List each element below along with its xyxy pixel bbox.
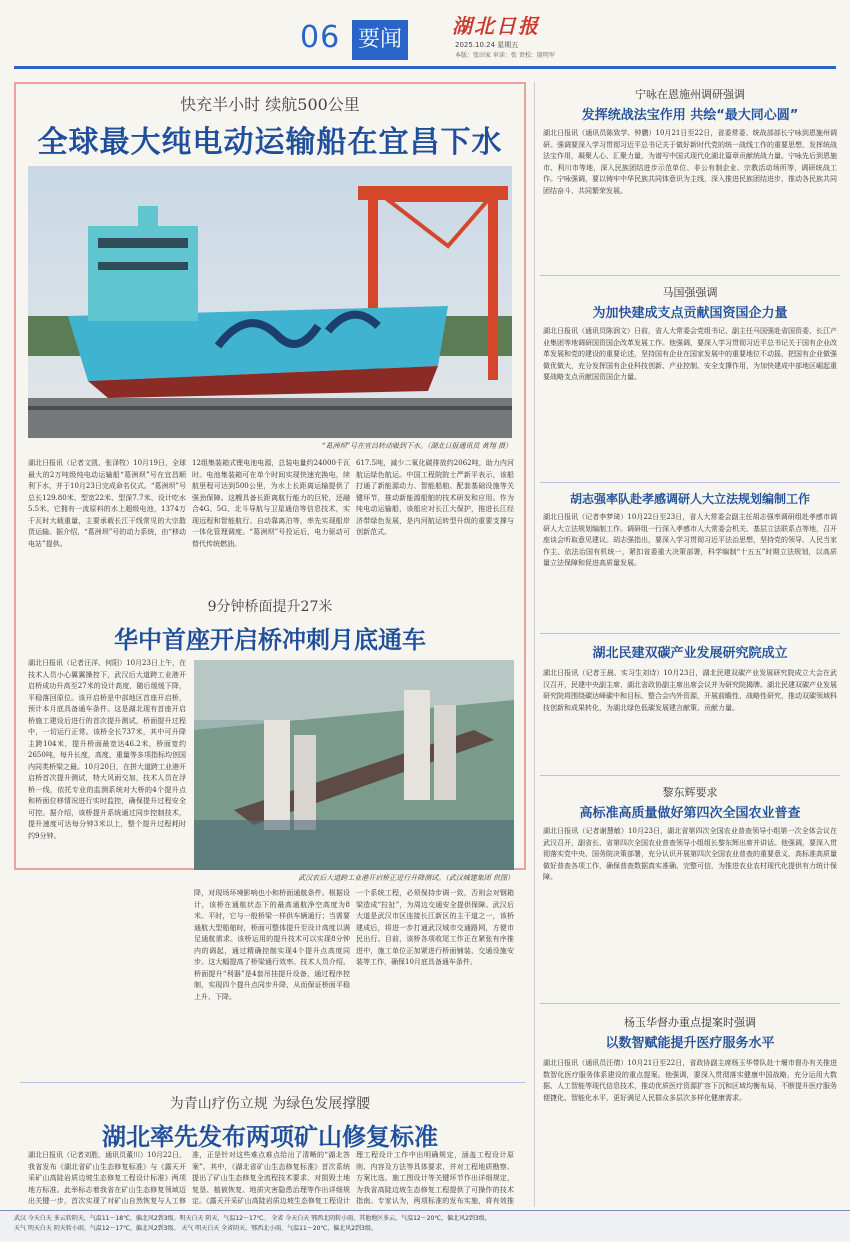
newspaper-logo: 湖北日报	[452, 14, 540, 38]
weather-footer	[0, 1210, 850, 1240]
bridge-photo-caption: 武汉农后大道跨工业港开启桥正进行升降测试。（武汉城建集团 供图）	[298, 874, 514, 882]
story6-kicker: 杨玉华督办重点提案时强调	[624, 1016, 756, 1029]
top-story-kicker: 快充半小时 续航500公里	[180, 95, 360, 114]
story4-headline: 湖北民建双碳产业发展研究院成立	[592, 646, 788, 661]
story5-body: 湖北日报讯（记者谢慧敏）10月23日，湖北省第四次全国农业普查领导小组第一次全体会议在武汉召开，副省长、省第四次全国农业普查领导小组组长黎东辉出席并讲话。他强调，要深入贯彻落实党中央、国务院决策部署，充分认识开展第四次全国农业普查的重要意义，高标准高质量做好普查各项工作，确保普查数据真实准确、完整可信，为推进农业农村现代化提供有力统计保障。	[543, 827, 837, 881]
story1-body: 湖北日报讯（通讯员陈致学、钟鹏）10月21日至22日，省委常委、统战部部长宁咏到恩施州调研。强调要深入学习贯彻习近平总书记关于做好新时代党的统一战线工作的重要思想，发挥统战法宝作用，凝聚人心、汇聚力量，为谱写中国式现代化湖北篇章贡献统战力量。宁咏先后到恩施市、利川市等地，深入民族团结进步示范单位、非公有制企业、宗教活动场所等，调研统战工作。宁咏强调，要以铸牢中华民族共同体意识为主线，深入推进民族团结进步，推动各民族共同团结奋斗、共同繁荣发展。	[543, 129, 837, 195]
column-divider	[534, 82, 535, 1207]
page-number: 06	[300, 20, 341, 55]
bridge-story-kicker: 9分钟桥面提升27米	[207, 599, 333, 615]
story5-kicker: 黎东辉要求	[662, 786, 718, 799]
bridge-story-body-right: 一个系统工程，必须保持步调一致，否则会对钢箱梁造成“拉扯”，为周边交通安全提供保障。武汉后大道是武汉市区连接长江新区的主干道之一，该桥建成后，将进一步打通武汉城市交通路网，方便市民出行。目前，该桥各项收尾工作正在紧张有序推进中，施工单位正加紧进行桥面铺装、交通设施安装等工作，确保10月底具备通车条件。	[356, 889, 514, 966]
story2-kicker: 马国强强调	[662, 286, 718, 299]
divider	[540, 1003, 840, 1004]
story4-body: 湖北日报讯（记者王晨、实习生刘诗）10月23日，湖北民建双碳产业发展研究院成立大会在武汉召开，民建中央副主席、湖北省政协副主席出席会议并为研究院揭牌。湖北民建双碳产业发展研究院将围绕碳达峰碳中和目标，整合会内外资源，开展前瞻性、战略性研究，推动双碳领域科技创新和成果转化，为湖北绿色低碳发展建言献策、贡献力量。	[543, 669, 837, 712]
masthead	[0, 0, 850, 62]
story1-headline: 发挥统战法宝作用 共绘“最大同心圆”	[581, 108, 799, 123]
bridge-photo	[194, 660, 514, 870]
top-story-headline: 全球最大纯电动运输船在宜昌下水	[37, 125, 503, 160]
divider	[540, 275, 840, 276]
weather-line-1: 武汉 今天白天 多云转阴天，气温11～18℃，偏北风2到3级。明天白天 阴天，气温12～17℃。 全省 今天白天 鄂西北阴转小雨，其他地区多云，气温12～20℃，偏北风2到3级。	[14, 1215, 491, 1222]
divider	[540, 482, 840, 483]
mine-story-body-col3: 理工程设计工作中出明确规定，涵盖工程设计原则、内容及方法等具体要求，并对工程地质勘察、方案比选、施工图设计等关键环节作出详细规定，为我省高陡边坡生态修复工程提供了可操作的技术指南。专家认为，两项标准的发布实施，将有效推	[356, 1151, 514, 1205]
mine-story-body-col2: 准，正是针对这些难点难点给出了清晰的“湖北答案”。其中，《湖北省矿山生态修复标准》首次系统提出了矿山生态修复全流程技术要求，对损毁土地复垦、植被恢复、地质灾害隐患治理等作出详细规定。《露天开采矿山高陡岩质边坡生态修复工程设计	[192, 1151, 350, 1205]
ship-photo	[28, 166, 512, 438]
bridge-story-headline: 华中首座开启桥冲刺月底通车	[114, 626, 426, 654]
story2-body: 湖北日报讯（通讯员陈润文）日前，省人大常委会党组书记、副主任马国强赴省国资委、长江产业集团等地调研国资国企改革发展工作。他强调，要深入学习贯彻习近平总书记关于国有企业改革发展和党的建设的重要论述，坚持国有企业在国家发展中的重要地位不动摇，把国有企业做强做优做大，充分发挥国有企业科技创新、产业控制、安全支撑作用，为加快建成中部地区崛起重要战略支点贡献国资国企力量。	[543, 327, 837, 381]
divider	[540, 775, 840, 776]
ship-photo-caption: “葛洲坝”号在宜昌转动吸到下水。（湖北日报通讯员 黄翔 摄）	[321, 442, 512, 450]
story2-headline: 为加快建成支点贡献国资国企力量	[592, 306, 788, 321]
story6-headline: 以数智赋能提升医疗服务水平	[605, 1036, 775, 1051]
mine-story-body-col1: 湖北日报讯（记者刘胜、通讯员董川）10月22日，我省发布《湖北省矿山生态修复标准》与《露天开采矿山高陡岩质边坡生态修复工程设计标准》两项地方标准。此举标志着我省在矿山生态修复领域迈出关键一步，首次实现了对矿山自然恢复与人工修	[28, 1151, 186, 1205]
section-name: 要闻	[352, 20, 408, 60]
top-story-body-col2: 12组集装箱式锂电池电源，总装电量约24000千瓦时。电池集装箱可在单个时间实现快速充换电，续航里程可达到500公里，为水上长距离运输提供了强劲保障。这艘具备长距离航行能力的巨轮，还融合4G、5G、北斗导航与卫星通信等信息技术，实现远程和智能航行、自动靠离泊等，率先实现船岸一体化管理调度。“葛洲坝”号投运后，电力驱动可替代传统燃油。	[192, 459, 350, 548]
top-story-body-col1: 湖北日报讯（记者文凯、张泽牧）10月19日，全球最大的2万吨级纯电动运输船“葛洲坝”号在宜昌顺利下水，并于10月23日完成命名仪式。“葛洲坝”号总长129.80米、型宽22米、型深7.7米、设计吃水5.5米。它拥有一流原料的水上超级电池，1374万千瓦时大载重量，主要承载长江干线常见的大宗散货运输。据介绍，“葛洲坝”号的动力系统，由“移动电站”提供。	[28, 459, 186, 548]
story6-body: 湖北日报讯（通讯员汪倩）10月21日至22日，省政协副主席杨玉华带队赴十堰市督办有关推进数智化医疗服务体系建设的重点提案。他强调，要深入贯彻落实健康中国战略，充分运用大数据、人工智能等现代信息技术，推动优质医疗资源扩容下沉和区域均衡布局，不断提升医疗服务便捷化、智能化水平，更好满足人民群众多层次多样化健康需求。	[543, 1059, 837, 1102]
divider	[540, 633, 840, 634]
masthead-rule	[14, 66, 836, 69]
story5-headline: 高标准高质量做好第四次全国农业普查	[579, 806, 801, 821]
editorial-staff: 本版：张田家 审读：张 责校：殷明军	[455, 52, 555, 59]
story1-kicker: 宁咏在恩施州调研强调	[635, 88, 745, 101]
divider	[20, 1082, 526, 1083]
bridge-story-body-left: 湖北日报讯（记者汪洋、何阳）10月23日上午，在技术人员小心翼翼操控下，武汉后大道跨工业港开启桥成功升高至27米的设计高度，随后缓缓下降，平稳落回原位。该开启桥是中部地区首座开启桥，预计本月底具备通车条件。这是湖北现有首座开启桥施工建设后进行的首次提升测试，桥面提升过程中，一切运行正常。该桥全长737米，其中可升降主跨104米，提升桥面最宽达46.2米，桥面宽约2650吨，每升长度，高度，重量等多项指标均创国内同类桥梁之最。10月20日，在拼大道跨工业港开启桥首次提升测试，特大风雨交加，技术人员在浮桥一线，依托专业的监测系统对大桥的4个提升点和桥面位移情况进行实时监控，确保提升过程安全可控。据介绍，该桥提升系统通过同步控制技术，提升速度可达每分钟3米以上，整个提升过程耗时约9分钟。	[28, 659, 186, 840]
mine-story-headline: 湖北率先发布两项矿山修复标准	[102, 1123, 438, 1151]
weather-line-2: 天气 明天白天 阴天转小雨，气温12～17℃，偏北风2到3级。 天气 明天白天 全省阴天，鄂西北小雨，气温11～20℃，偏北风2到3级。	[14, 1225, 377, 1232]
top-story-body-col3: 617.5吨，减少二氧化碳排放约2062吨，助力内河航运绿色航运。中国工程院院士严新平表示，该船打通了新能源动力、智能船舶、配套基础设施等关键环节，推动新能源船舶的技术研发和应用。作为纯电动运输船，该船应对长江大保护，推进长江经济带绿色发展，是内河航运转型升级的重要支撑与创新范式。	[356, 459, 514, 536]
bridge-story-body-mid: 降，对现场环境影响也小和桥面通航条件。根据设计，该桥在通航状态下的最高通航净空高度为8米。平时，它与一般桥梁一样供车辆通行；当需要通航大型船舶时，桥面可整体提升至设计高度以满足通航需求。该桥运用的提升技术可以实现8分钟内的调起，通过精确控制实现4个提升点高度同步。这大幅提高了桥梁通行效率。技术人员介绍，桥面提升“利器”是4套吊挂提升设备，通过程序控制，实现四个提升点同步升降，从而保证桥面平稳上升、下降。	[194, 889, 350, 1001]
story3-body: 湖北日报讯（记者李梦琦）10月22日至23日，省人大常委会副主任胡志强率调研组赴孝感市调研人大立法规划编制工作。调研组一行深入孝感市人大常委会机关、基层立法联系点等地，召开座谈会听取意见建议。胡志强指出，要深入学习贯彻习近平法治思想，坚持党的领导、人民当家作主、依法治国有机统一，紧扣省委重大决策部署，科学编制“十五五”时期立法规划，以高质量立法保障和促进高质量发展。	[543, 513, 837, 567]
publication-date: 2025.10.24 星期五	[455, 41, 519, 49]
story3-headline: 胡志强率队赴孝感调研人大立法规划编制工作	[569, 492, 810, 506]
mine-story-kicker: 为青山疗伤立规 为绿色发展撑腰	[169, 1096, 371, 1112]
